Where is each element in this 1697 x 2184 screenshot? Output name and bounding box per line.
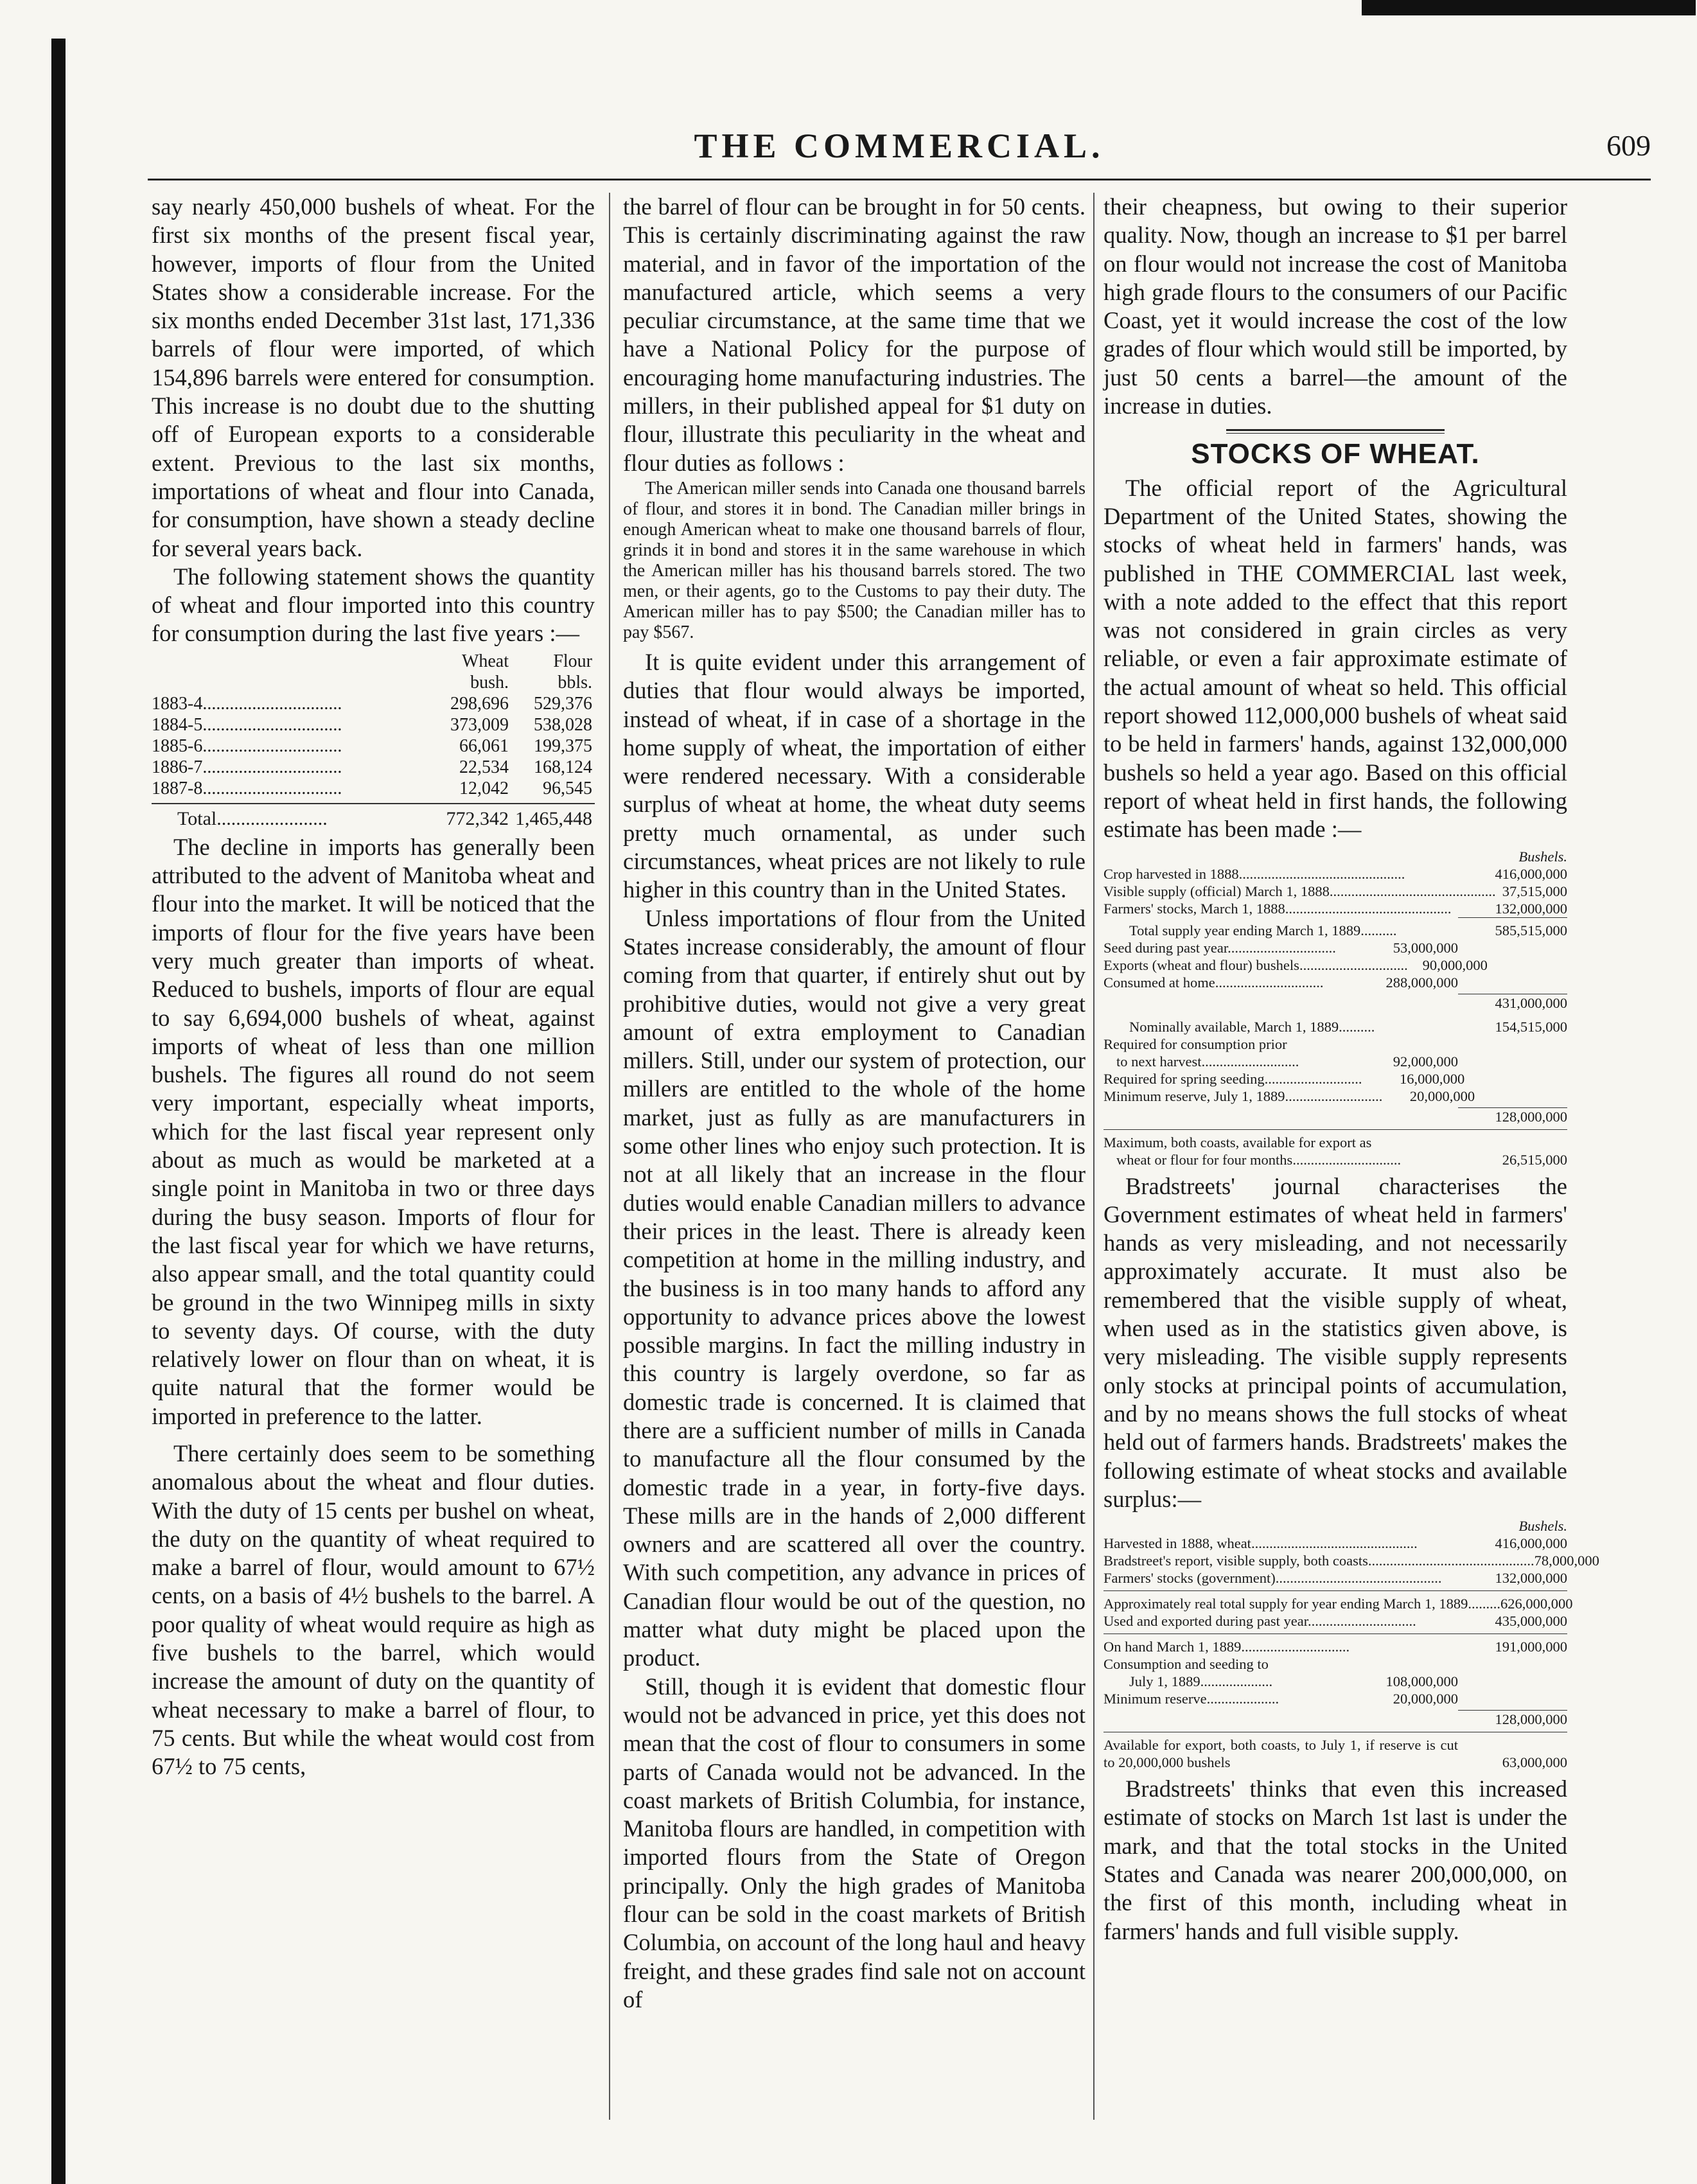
column-1 [152,193,595,1781]
row-label: Consumption and seeding to [1103,1656,1269,1673]
row-value: 78,000,000 [1534,1553,1599,1569]
estimate-row: wheat or flour for four months.............................. 26,515,000 [1116,1151,1567,1168]
imports-table [152,651,595,829]
year-cell: 1885-6 [152,735,203,756]
estimate-row: Visible supply (official) March 1, 1888.............................................. 37,515,000 [1103,883,1567,899]
row-value: 585,515,000 [1495,922,1567,938]
section-heading: STOCKS OF WHEAT. [1191,438,1480,470]
row-value: 63,000,000 [1502,1754,1567,1771]
estimate-row: Seed during past year.............................. 53,000,000 [1103,939,1458,956]
paragraph: Bradstreets' journal characterises the Government estimates of wheat held in farmers' hands as very misleading, and not necessarily approximately accurate. It must also be remembered that the visible supply of wheat, when used as in the statistics given above, is very misleading. The visible supply represents only stocks at principal points of accumulation, and by no means shows the full stocks of wheat held out of farmers hands. Bradstreets' makes the following estimate of wheat stocks and available surplus:— [1103,1172,1567,1512]
year-cell: 1887-8 [152,778,203,798]
row-sub-value: 90,000,000 [1422,956,1488,973]
paragraph: their cheapness, but owing to their superior quality. Now, though an increase to $1 per barrel on flour would not increase the cost of Manitoba high grade flours to the consumers of our Pacific Coast, yet it would increase the cost of the low grades of flour which would still be imported, by just 50 cents a barrel—the amount of the increase in duties. [1103,193,1567,419]
estimate-row: Farmers' stocks (government).............................................. 132,000,000 [1103,1570,1567,1587]
estimate-row: Used and exported during past year.............................. 435,000,000 [1103,1613,1567,1630]
row-label: Bradstreet's report, visible supply, both coasts [1103,1553,1368,1569]
unit-wheat: bush. [470,672,509,692]
row-label: Nominally available, March 1, 1889 [1129,1018,1339,1035]
estimate-row: Farmers' stocks, March 1, 1888.............................................. 132,000,000 [1103,900,1567,917]
estimate-row: Crop harvested in 1888.............................................. 416,000,000 [1103,865,1567,882]
paragraph: Bradstreets' thinks that even this increased estimate of stocks on March 1st last is under the mark, and that the total stocks in the United States and Canada was nearer 200,000,000, on the first of this month, including wheat in farmers' hands and full visible supply. [1103,1775,1567,1944]
row-label: Minimum reserve, July 1, 1889 [1103,1088,1285,1104]
row-value: 416,000,000 [1495,865,1567,882]
estimate-row: Nominally available, March 1, 1889.......... 154,515,000 [1129,1018,1567,1035]
row-sub-value: 108,000,000 [1385,1673,1458,1690]
table-row: 1884-5............................... 373,009 538,028 [152,714,592,735]
table-rule [1103,1129,1567,1130]
flour-cell: 538,028 [534,714,592,735]
section-rule [1226,433,1445,434]
table-total-row: Total....................... 772,342 1,465,448 [152,808,595,829]
row-sub-value: 53,000,000 [1393,939,1458,956]
row-value: 128,000,000 [1495,1711,1567,1728]
row-sub-value: 288,000,000 [1385,974,1458,991]
estimate-row: Exports (wheat and flour) bushels.............................. 90,000,000 [1103,956,1488,973]
row-label: Harvested in 1888, wheat [1103,1535,1251,1552]
estimate-row: July 1, 1889.................... 108,000,000 [1129,1673,1458,1690]
wheat-cell: 66,061 [459,735,509,756]
row-label: wheat or flour for four months [1116,1151,1293,1168]
estimate-total: Total supply year ending March 1, 1889.......... 585,515,000 [1129,922,1567,938]
publication-title: THE COMMERCIAL. [694,127,1105,165]
estimate-row [1103,994,1567,1012]
estimate-row [1103,1134,1567,1151]
total-wheat: 772,342 [446,807,509,829]
row-label: Visible supply (official) March 1, 1888 [1103,883,1330,899]
table-rule [1103,1590,1567,1591]
estimate-row [1103,1035,1567,1053]
header-rule [148,179,1651,181]
estimate-row: Bradstreet's report, visible supply, both coasts.............................................. 78,000,000 [1103,1553,1599,1569]
wheat-cell: 298,696 [450,693,509,714]
row-label: Total supply year ending March 1, 1889 [1129,922,1361,938]
flour-cell: 168,124 [534,757,592,777]
row-sub-value: 20,000,000 [1393,1691,1458,1707]
masthead [148,122,1651,180]
row-sub-value: 16,000,000 [1399,1070,1465,1087]
row-sub-value: 20,000,000 [1409,1088,1475,1104]
year-cell: 1886-7 [152,757,203,777]
unit-label: Bushels. [1518,848,1567,865]
row-value: 626,000,000 [1500,1596,1573,1612]
estimate-row: Minimum reserve.................... 20,000,000 [1103,1691,1458,1707]
sum-rule [1458,917,1567,918]
total-label: Total [177,807,217,829]
col-head-wheat: Wheat [461,651,509,671]
scan-border [1362,0,1696,15]
estimate-row: Harvested in 1888, wheat.............................................. 416,000,000 [1103,1535,1567,1552]
paragraph: the barrel of flour can be brought in for 50 cents. This is certainly discriminating against the raw material, and in favor of the importation of the manufactured article, which seems a very peculiar circumstance, at the same time that we have a National Policy for the purpose of encouraging home manufacturing industries. The millers, in their published appeal for $1 duty on flour, illustrate this peculiarity in the wheat and flour duties as follows : [623,193,1086,476]
table-units [152,672,595,693]
row-value: 435,000,000 [1495,1613,1567,1630]
table-row: 1885-6............................... 66,061 199,375 [152,735,592,756]
row-label: Exports (wheat and flour) bushels [1103,956,1299,973]
row-value: 191,000,000 [1495,1639,1567,1655]
row-label: Farmers' stocks (government) [1103,1570,1276,1587]
unit-flour: bbls. [558,672,592,692]
row-label: Required for consumption prior [1103,1035,1287,1052]
col-head-flour: Flour [553,651,592,671]
wheat-cell: 373,009 [450,714,509,735]
wheat-cell: 12,042 [459,778,509,798]
row-value: 431,000,000 [1495,994,1567,1011]
row-value: 37,515,000 [1502,883,1567,899]
estimate-row: Consumed at home.............................. 288,000,000 [1103,974,1458,991]
row-value: 26,515,000 [1502,1151,1567,1168]
estimate-table-bradstreets [1103,1517,1599,1771]
paragraph: It is quite evident under this arrangement of duties that flour would always be imported, instead of wheat, if in case of a shortage in the home supply of wheat, the importation of either were rendered necessary. With a considerable surplus of wheat at home, the wheat duty seems pretty much ornamental, as under such circumstances, wheat prices are not likely to rule higher in this country than in the United States. [623,648,1086,903]
row-label: Crop harvested in 1888 [1103,865,1239,882]
row-value: 132,000,000 [1495,1570,1567,1587]
paragraph: The decline in imports has generally been attributed to the advent of Manitoba wheat and flour into the market. It will be noticed that the imports of flour for the five years have been very much greater than imports of wheat. Reduced to bushels, imports of flour are equal to say 6,694,000 bushels of wheat, against imports of wheat of less than one million bushels. The figures all round do not seem very important, especially wheat imports, which for the last fiscal year represent only about as much as would be marketed at a single point in Manitoba in two or three days during the busy season. Imports of flour for the last fiscal year for which we have returns, also appear small, and the total quantity could be ground in the two Winnipeg mills in sixty to seventy days. Of course, with the duty relatively lower on flour than on wheat, it is quite natural that the former would be imported in preference to the latter. [152,833,595,1429]
table-header [152,651,595,672]
column-3 [1103,193,1599,1946]
column-2 [623,193,1086,2014]
quoted-passage: The American miller sends into Canada one thousand barrels of flour, and stores it in bond. The Canadian miller brings in enough American wheat to make one thousand barrels of flour, grinds it in bond and stores it in the same warehouse in which the American miller has his thousand barrels stored. The two men, or their agents, go to the Customs to pay their duty. The American miller has to pay $500; the Canadian miller has to pay $567. [623,478,1086,642]
page-binding-edge [51,39,66,2184]
estimate-row [1103,1108,1567,1125]
row-label: Farmers' stocks, March 1, 1888 [1103,900,1285,917]
flour-cell: 529,376 [534,693,592,714]
row-label: July 1, 1889 [1129,1673,1200,1690]
paragraph: Still, though it is evident that domestic flour would not be advanced in price, yet this does not mean that the cost of flour to consumers in some parts of Canada would not be advanced. In the coast markets of British Columbia, for instance, Manitoba flours are handled, in competition with imported flours from the State of Oregon principally. Only the high grades of Manitoba flour can be sold in the coast markets of British Columbia, on account of the long haul and heavy freight, and these grades find sale not on account of [623,1673,1086,2012]
paragraph: Unless importations of flour from the United States increase considerably, the amount of flour coming from that quarter, if entirely shut out by prohibitive duties, would not give a very great amount of extra employment to Canadian millers. Still, under our system of protection, our millers are entitled to the whole of the home market, just as fully as are manufacturers in some other lines who enjoy such protection. It is not at all likely that an increase in the flour duties would enable Canadian millers to advance their prices in the least. There is already keen competition at home in the milling industry, and the business is in too many hands to afford any opportunity to advance prices above the lowest possible margins. In fact the milling industry in this country is largely overdone, so far as domestic trade is concerned. It is claimed that there are a sufficient number of mills in Canada to manufacture all the flour consumed by the domestic trade in a year, in forty-five days. These mills are in the hands of 2,000 different owners and are scattered all over the country. With such competition, any advance in prices of Canadian flour would be out of the question, no matter what duty might be placed upon the product. [623,904,1086,1671]
row-label: Used and exported during past year [1103,1613,1308,1630]
page-number: 609 [1606,129,1651,162]
paragraph: The official report of the Agricultural Department of the United States, showing the stocks of wheat held in farmers' hands, was published in THE COMMERCIAL last week, with a note added to the effect that this report was not considered in grain circles as very reliable, or even a fair approximate estimate of the actual amount of wheat so held. This official report showed 112,000,000 bushels of wheat said to be held in farmers' hands, against 132,000,000 bushels so held a year ago. Based on this official report of wheat held in first hands, the following estimate has been made :— [1103,474,1567,843]
year-cell: 1883-4 [152,693,203,714]
row-label: Maximum, both coasts, available for export as [1103,1134,1372,1150]
table-rule [152,803,595,804]
row-label: On hand March 1, 1889 [1103,1639,1242,1655]
estimate-table-official [1103,848,1567,1168]
table-row: 1883-4............................... 298,696 529,376 [152,693,592,714]
row-sub-value: 92,000,000 [1393,1053,1458,1070]
row-label: Available for export, both coasts, to July 1, if reserve is cut to 20,000,000 bushels [1103,1737,1458,1771]
section-rule [1226,429,1445,431]
table-row: 1886-7............................... 22,534 168,124 [152,757,592,777]
row-label: to next harvest [1116,1053,1202,1070]
row-label: Approximately real total supply for year ending March 1, 1889 [1103,1596,1468,1612]
estimate-row: Minimum reserve, July 1, 1889........................... 20,000,000 [1103,1088,1475,1104]
flour-cell: 199,375 [534,735,592,756]
row-label: Minimum reserve [1103,1691,1207,1707]
total-flour: 1,465,448 [515,807,592,829]
estimate-row [1103,1736,1567,1771]
estimate-row: On hand March 1, 1889.............................. 191,000,000 [1103,1639,1567,1655]
row-value: 132,000,000 [1495,900,1567,917]
row-label: Consumed at home [1103,974,1215,991]
year-cell: 1884-5 [152,714,203,735]
estimate-row: Approximately real total supply for year ending March 1, 1889......... 626,000,000 [1103,1596,1573,1612]
estimate-row: Required for spring seeding........................... 16,000,000 [1103,1070,1465,1087]
unit-label: Bushels. [1518,1518,1567,1535]
table-row: 1887-8............................... 12,042 96,545 [152,778,592,798]
row-value: 154,515,000 [1495,1018,1567,1035]
paragraph: say nearly 450,000 bushels of wheat. For the first six months of the present fiscal year, however, imports of flour from the United States show a considerable increase. For the six months ended December 31st last, 171,336 barrels of flour were imported, of which 154,896 barrels were entered for consumption. This increase is no doubt due to the shutting off of European exports to a considerable extent. Previous to the last six months, importations of wheat and flour into Canada, for consumption, have shown a steady decline for several years back. [152,193,595,561]
column-rule [609,193,610,2120]
column-rule [1093,193,1095,2120]
estimate-row [1103,1655,1567,1673]
row-value: 416,000,000 [1495,1535,1567,1552]
flour-cell: 96,545 [543,778,592,798]
paragraph: The following statement shows the quantity of wheat and flour imported into this country for consumption during the last five years :— [152,563,595,647]
wheat-cell: 22,534 [459,757,509,777]
estimate-row [1103,1711,1567,1728]
row-label: Seed during past year [1103,939,1228,956]
row-value: 128,000,000 [1495,1108,1567,1125]
paragraph: There certainly does seem to be something anomalous about the wheat and flour duties. With the duty of 15 cents per bushel on wheat, the duty on the quantity of wheat required to make a barrel of flour, would amount to 67½ cents, on a basis of 4½ bushels to the barrel. A poor quality of wheat would require as high as five bushels to the barrel, which would increase the amount of duty on the quantity of wheat necessary to make a barrel of flour, to 75 cents. But while the wheat would cost from 67½ to 75 cents, [152,1440,595,1780]
row-label: Required for spring seeding [1103,1070,1265,1087]
estimate-row: to next harvest........................... 92,000,000 [1116,1053,1458,1070]
